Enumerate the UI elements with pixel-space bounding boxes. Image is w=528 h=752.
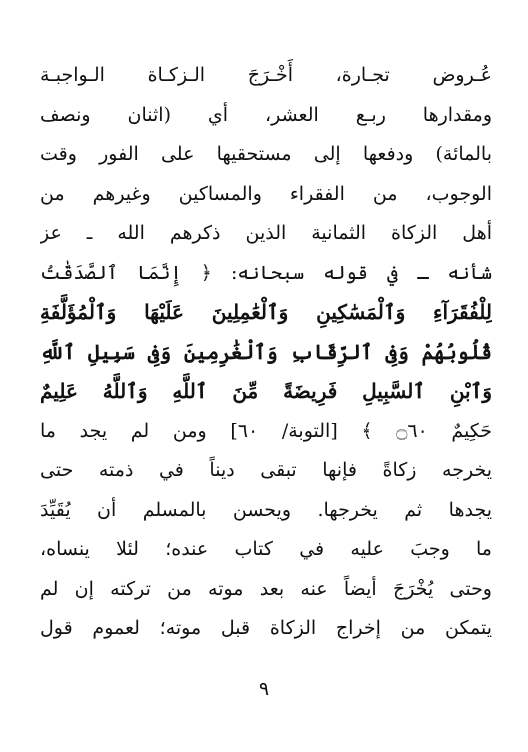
text-line-13: ما وجبَ عليه في كتاب عنده؛ لئلا ينساه، bbox=[40, 538, 492, 560]
text-line-12: يجدها ثم يخرجها. ويحسن بالمسلم أن يُقَيِّدَ bbox=[40, 498, 492, 521]
text-line-14: وحتى يُخْرَجَ أيضاً عنه بعد موته من تركته إن لم bbox=[40, 577, 492, 600]
body-text bbox=[40, 56, 492, 649]
text-line-11: يخرجه زكاةً فإنها تبقى ديناً في ذمته حتى bbox=[40, 459, 492, 481]
quran-verse-line-2: قُلُوبُهُمْ وَفِى ٱلرِّقَابِ وَٱلْغَٰرِمِينَ وَفِى سَبِيلِ ٱللَّهِ bbox=[40, 339, 492, 364]
text-line-3: بالمائة) ودفعها إلى مستحقيها على الفور وقت bbox=[40, 143, 492, 165]
quran-verse-line-3: وَٱبْنِ ٱلسَّبِيلِ فَرِيضَةً مِّنَ ٱللَّهِ وَٱللَّهُ عَلِيمٌ bbox=[40, 379, 492, 403]
page-number: ٩ bbox=[258, 678, 270, 700]
quran-verse-line-1: لِلْفُقَرَآءِ وَٱلْمَسَٰكِينِ وَٱلْعَٰمِلِينَ عَلَيْهَا وَٱلْمُؤَلَّفَةِ bbox=[40, 300, 492, 324]
text-line-2: ومقدارها ربـع العشر، أي (اثنان ونصف bbox=[40, 103, 492, 126]
text-line-5: أهل الزكاة الثمانية الذين ذكرهم الله ـ عز bbox=[40, 222, 492, 244]
text-line-6: شأنه ـ في قوله سبحانه: ﴿ إِنَّمَا ٱلصَّدَقَٰتُ bbox=[40, 261, 492, 284]
text-line-10: حَكِيمٌ ۝٦٠ ﴾ [التوبة/ ٦٠] ومن لم يجد ما bbox=[40, 419, 492, 442]
text-line-15: يتمكن من إخراج الزكاة قبل موته؛ لعموم قول bbox=[40, 617, 492, 639]
text-line-4: الوجوب، من الفقراء والمساكين وغيرهم من bbox=[40, 182, 492, 205]
text-line-1: عُـروض تجـارة، أَخْـرَجَ الـزكـاة الـواجبـة bbox=[40, 64, 492, 86]
